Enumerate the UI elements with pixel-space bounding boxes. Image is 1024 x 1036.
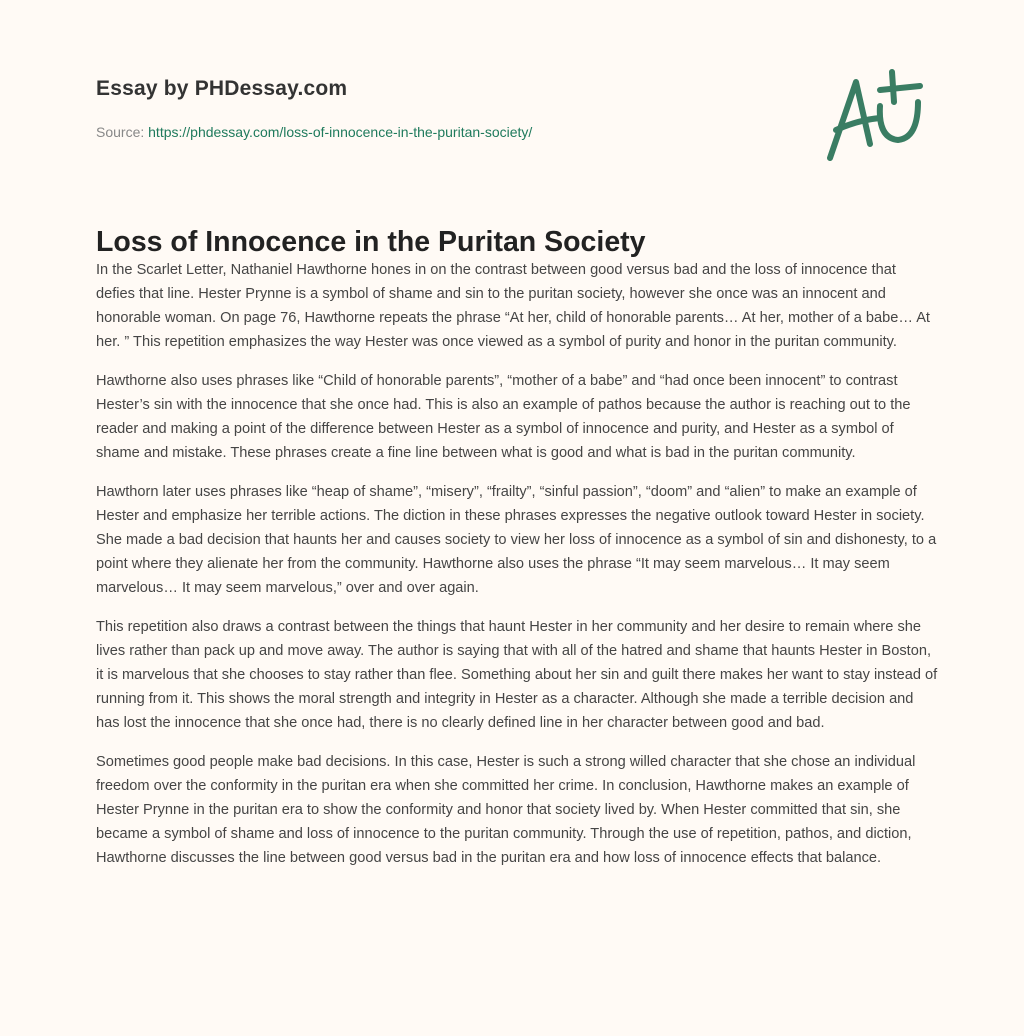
essay-paragraph: Hawthorne also uses phrases like “Child of honorable parents”, “mother of a babe” and “had once been innocent” to contrast Hester’s sin with the innocence that she once had. This is also an example of pathos because the author is reaching out to the reader and making a point of the difference between Hester as a symbol of innocence and purity, and Hester as a symbol of shame and mistake. These phrases create a fine line between what is good and what is bad in the puritan community.	[96, 373, 911, 461]
source-label: Source:	[96, 124, 145, 140]
essay-body	[96, 258, 938, 885]
source-line	[96, 124, 532, 140]
essay-paragraph: This repetition also draws a contrast between the things that haunt Hester in her community and her desire to remain where she lives rather than pack up and move away. The author is saying that with all of the hatred and shame that haunts Hester in Boston, it is marvelous that she chooses to stay rather than flee. Something about her sin and guilt there makes her want to stay instead of running from it. This shows the moral strength and integrity in Hester as a character. Although she made a terrible decision and has lost the innocence that she once had, there is no clearly defined line in her character between good and bad.	[96, 619, 938, 731]
site-title: Essay by PHDessay.com	[96, 77, 348, 100]
source-link[interactable]: https://phdessay.com/loss-of-innocence-in-the-puritan-society/	[148, 124, 533, 140]
essay-paragraph: Sometimes good people make bad decisions. In this case, Hester is such a strong willed character that she chose an individual freedom over the conformity in the puritan era when she committed her crime. In conclusion, Hawthorne makes an example of Hester Prynne in the puritan era to show the conformity and honor that society lived by. When Hester committed that sin, she became a symbol of shame and loss of innocence to the puritan community. Through the use of repetition, pathos, and diction, Hawthorne discusses the line between good versus bad in the puritan era and how loss of innocence effects that balance.	[96, 754, 916, 866]
a-plus-logo-icon	[818, 68, 928, 168]
essay-title: Loss of Innocence in the Puritan Society	[96, 226, 646, 258]
essay-paragraph: Hawthorn later uses phrases like “heap of shame”, “misery”, “frailty”, “sinful passion”, “doom” and “alien” to make an example of Hester and emphasize her terrible actions. The diction in these phrases expresses the negative outlook toward Hester in society. She made a bad decision that haunts her and causes society to view her loss of innocence as a symbol of sin and dishonesty, to a point where they alienate her from the community. Hawthorne also uses the phrase “It may seem marvelous… It may seem marvelous… It may seem marvelous,” over and over again.	[96, 484, 937, 596]
essay-paragraph: In the Scarlet Letter, Nathaniel Hawthorne hones in on the contrast between good versus bad and the loss of innocence that defies that line. Hester Prynne is a symbol of shame and sin to the puritan society, however she once was an innocent and honorable woman. On page 76, Hawthorne repeats the phrase “At her, child of honorable parents… At her, mother of a babe… At her. ” This repetition emphasizes the way Hester was once viewed as a symbol of purity and honor in the puritan community.	[96, 262, 930, 350]
